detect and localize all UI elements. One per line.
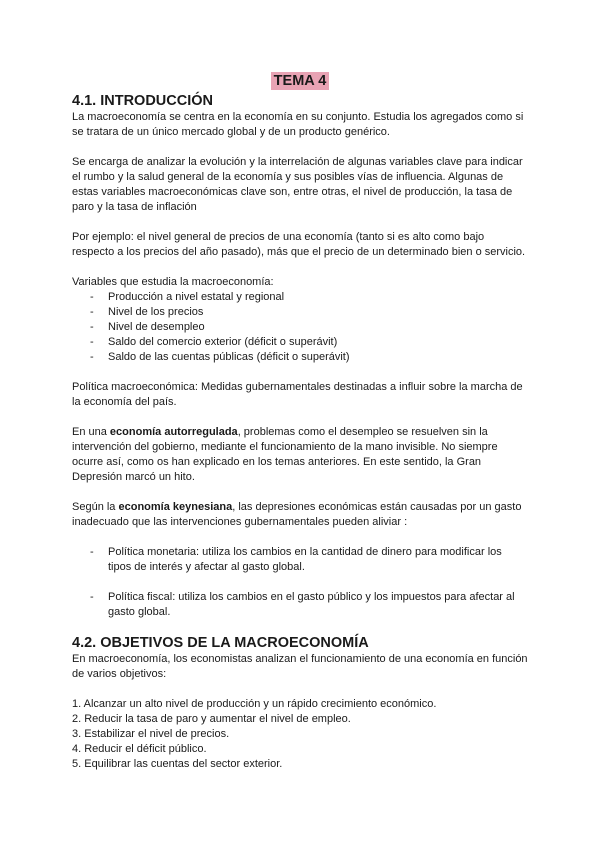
list-item-text: Nivel de los precios: [108, 306, 204, 318]
text-run: Según la: [72, 501, 119, 513]
list-item: 3. Estabilizar el nivel de precios.: [72, 728, 230, 740]
dash-bullet: -: [90, 306, 94, 318]
dash-bullet: -: [90, 351, 94, 363]
text-run: , problemas como el desempleo se resuelven sin la intervención del gobierno, mediante el funcionamiento de la mano invisible. No siempre ocurre así, como os han explicado en los temas anteriores. En este sentido, la Gran Depresión marcó un hito.: [72, 426, 498, 483]
spacer: [72, 410, 528, 425]
document-title: TEMA 4: [271, 72, 330, 90]
section-heading-objetivos: 4.2. OBJETIVOS DE LA MACROECONOMÍA: [72, 635, 369, 651]
title-wrap: [72, 72, 528, 91]
list-item-text: Nivel de desempleo: [108, 321, 205, 333]
list-item-text: Producción a nivel estatal y regional: [108, 291, 285, 303]
list-item-text: Saldo de las cuentas públicas (déficit o superávit): [108, 351, 350, 363]
text-run: , las depresiones económicas están causadas por un gasto inadecuado que las intervenciones gubernamentales pueden aliviar :: [72, 501, 522, 528]
text-run: En una: [72, 426, 110, 438]
policies-list: [72, 545, 528, 620]
paragraph-keynesiana: [72, 500, 528, 530]
list-item-text: Política fiscal: utiliza los cambios en el gasto público y los impuestos para afectar al gasto global.: [108, 591, 515, 618]
spacer: [72, 365, 528, 380]
list-item: 5. Equilibrar las cuentas del sector exterior.: [72, 758, 283, 770]
section-heading-introduccion: 4.1. INTRODUCCIÓN: [72, 93, 213, 109]
dash-bullet: -: [90, 546, 94, 558]
dash-bullet: -: [90, 291, 94, 303]
list-item: 2. Reducir la tasa de paro y aumentar el nivel de empleo.: [72, 713, 351, 725]
list-item-text: Saldo del comercio exterior (déficit o superávit): [108, 336, 338, 348]
list-item: [72, 335, 528, 350]
objectives-list: [72, 697, 528, 772]
list-item: [72, 320, 528, 335]
variables-intro: Variables que estudia la macroeconomía:: [72, 276, 274, 288]
list-item: [72, 305, 528, 320]
spacer: [72, 215, 528, 230]
list-item-text: Política monetaria: utiliza los cambios en la cantidad de dinero para modificar los tipos de interés y afectar al gasto global.: [108, 546, 502, 573]
spacer: [72, 485, 528, 500]
spacer: [72, 682, 528, 697]
paragraph-example: Por ejemplo: el nivel general de precios de una economía (tanto si es alto como bajo respecto a los precios del año pasado), más que el precio de un determinado bien o servicio.: [72, 231, 526, 258]
dash-bullet: -: [90, 591, 94, 603]
spacer: [72, 260, 528, 275]
paragraph-intro: La macroeconomía se centra en la economía en su conjunto. Estudia los agregados como si se tratara de un único mercado global y de un producto genérico.: [72, 111, 524, 138]
paragraph-policy-definition: Política macroeconómica: Medidas gubernamentales destinadas a influir sobre la marcha de la economía del país.: [72, 381, 523, 408]
list-item: [72, 350, 528, 365]
paragraph-autorregulada: [72, 425, 528, 485]
list-item: [72, 290, 528, 305]
list-item: [72, 545, 528, 575]
list-item: [72, 590, 528, 620]
variables-list: [72, 290, 528, 365]
dash-bullet: -: [90, 336, 94, 348]
bold-term: economía keynesiana: [118, 501, 233, 513]
list-item: 4. Reducir el déficit público.: [72, 743, 207, 755]
spacer: [72, 140, 528, 155]
dash-bullet: -: [90, 321, 94, 333]
bold-term: economía autorregulada: [109, 426, 238, 438]
paragraph-analysis: Se encarga de analizar la evolución y la interrelación de algunas variables clave para indicar el rumbo y la salud general de la economía y sus posibles vías de influencia. Algunas de estas variables macroeconómicas clave son, entre otras, el nivel de producción, la tasa de paro y la tasa de inflación: [72, 156, 523, 213]
spacer: [72, 530, 528, 545]
list-item: 1. Alcanzar un alto nivel de producción y un rápido crecimiento económico.: [72, 698, 437, 710]
paragraph-objectives-intro: En macroeconomía, los economistas analizan el funcionamiento de una economía en función de varios objetivos:: [72, 653, 528, 680]
